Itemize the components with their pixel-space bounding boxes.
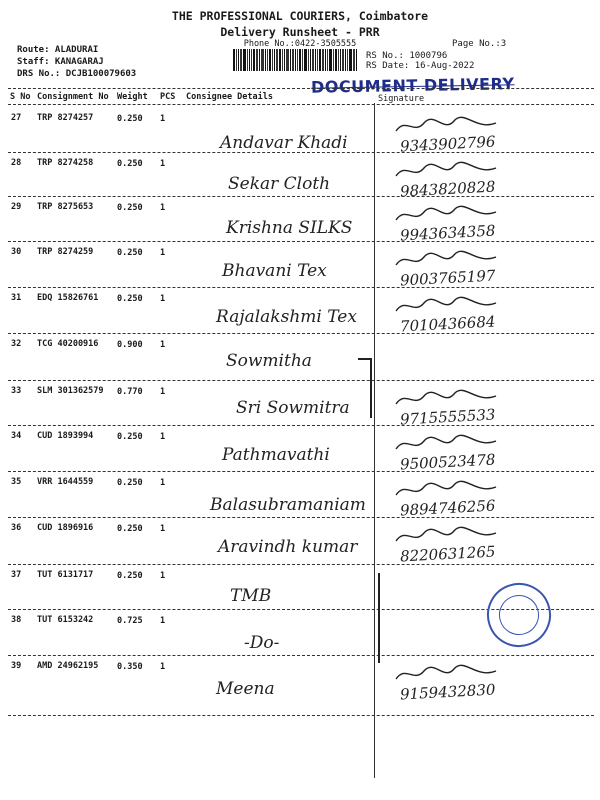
row-pcs: 1 [160,159,166,169]
signature-scribble [392,160,502,186]
row-sno: 38 [11,615,22,625]
row-signature-phone: 9715555533 [399,405,496,429]
row-consignment-no: TRP 8274257 [37,113,94,123]
row-consignee: Balasubramaniam [210,495,366,515]
row-consignee: Meena [216,679,275,699]
signature-scribble [392,204,502,230]
row-consignee: Aravindh kumar [218,537,358,557]
row-sno: 36 [11,523,22,533]
row-consignment-no: CUD 1893994 [37,431,94,441]
row-signature-phone: 8220631265 [399,542,496,566]
row-consignment-no: TRP 8274259 [37,247,94,257]
row-pcs: 1 [160,432,166,442]
signature-scribble [392,663,502,689]
row-signature-phone: 9159432830 [399,680,496,704]
row-sno: 30 [11,247,22,257]
row-consignee: Pathmavathi [222,445,330,465]
row-weight: 0.250 [117,571,143,581]
row-pcs: 1 [160,524,166,534]
row-weight: 0.350 [117,662,143,672]
signature-scribble [392,115,502,141]
row-consignee: Sowmitha [226,351,312,371]
signature-scribble [392,479,502,505]
signature-scribble [392,433,502,459]
row-separator [8,517,594,518]
row-sno: 29 [11,202,22,212]
row-signature-phone: 9843820828 [399,177,496,201]
staff-label: Staff: KANAGARAJ [17,57,104,67]
row-consignment-no: TRP 8274258 [37,158,94,168]
header-bottom-rule [8,104,594,105]
row-signature-phone: 9500523478 [399,450,496,474]
row-sno: 27 [11,113,22,123]
row-weight: 0.250 [117,248,143,258]
row-weight: 0.250 [117,159,143,169]
row-signature-phone: 9003765197 [399,266,496,290]
rs-date: RS Date: 16-Aug-2022 [366,61,475,71]
row-pcs: 1 [160,662,166,672]
signature-scribble [392,388,502,414]
row-weight: 0.250 [117,114,143,124]
row-sno: 37 [11,570,22,580]
row-pcs: 1 [160,203,166,213]
row-separator [8,425,594,426]
row-signature-phone: 9943634358 [399,221,496,245]
row-consignment-no: TUT 6153242 [37,615,94,625]
row-sno: 33 [11,386,22,396]
row-signature-phone: 9894746256 [399,496,496,520]
signature-divider [374,103,375,778]
row-signature-phone: 7010436684 [399,312,496,336]
col-sno: S No [10,92,31,102]
row-separator [8,471,594,472]
row-pcs: 1 [160,114,166,124]
col-pcs: PCS [160,92,176,102]
row-consignee: Bhavani Tex [222,261,327,281]
row-separator [8,333,594,334]
row-weight: 0.250 [117,432,143,442]
route-label: Route: ALADURAI [17,45,99,55]
row-pcs: 1 [160,340,166,350]
rs-number: RS No.: 1000796 [366,51,448,61]
row-consignee: Andavar Khadi [220,133,348,153]
row-sno: 34 [11,431,22,441]
row-consignee: Krishna SILKS [226,218,353,238]
document-title: Delivery Runsheet - PRR [220,25,380,39]
row-separator [8,196,594,197]
row-pcs: 1 [160,616,166,626]
document-delivery-stamp: DOCUMENT DELIVERY [310,74,515,97]
row-consignee: Sekar Cloth [228,174,331,194]
row-consignment-no: SLM 301362579 [37,386,104,396]
row-weight: 0.250 [117,478,143,488]
row-separator [8,152,594,153]
row-consignment-no: VRR 1644559 [37,477,94,487]
row-consignee: -Do- [244,633,280,653]
drs-number: DRS No.: DCJB100079603 [17,69,137,79]
row-pcs: 1 [160,478,166,488]
row-weight: 0.250 [117,203,143,213]
row-weight: 0.770 [117,387,143,397]
row-separator [8,715,594,716]
row-consignment-no: TRP 8275653 [37,202,94,212]
row-consignee: Rajalakshmi Tex [216,307,357,327]
row-weight: 0.900 [117,340,143,350]
row-signature-phone: 9343902796 [399,132,496,156]
row-sno: 28 [11,158,22,168]
row-consignee: Sri Sowmitra [236,398,350,418]
row-sno: 39 [11,661,22,671]
row-weight: 0.250 [117,294,143,304]
col-signature: Signature [378,94,425,104]
phone-number: Phone No.:0422-3505555 [243,39,357,49]
signature-scribble [392,525,502,551]
row-separator [8,564,594,565]
row-separator [8,241,594,242]
row-sno: 31 [11,293,22,303]
row-pcs: 1 [160,294,166,304]
row-consignment-no: TCG 40200916 [37,339,99,349]
row-weight: 0.725 [117,616,143,626]
signature-scribble [392,295,502,321]
col-weight: Weight [117,92,148,102]
row-separator [8,655,594,656]
row-consignment-no: TUT 6131717 [37,570,94,580]
signature-scribble [392,249,502,275]
row-consignment-no: CUD 1896916 [37,523,94,533]
row-consignment-no: AMD 24962195 [37,661,99,671]
row-sno: 32 [11,339,22,349]
row-consignment-no: EDQ 15826761 [37,293,99,303]
row-pcs: 1 [160,387,166,397]
company-name: THE PROFESSIONAL COURIERS, Coimbatore [171,9,429,23]
handwritten-line [378,573,394,663]
handwritten-bracket [358,358,372,418]
page-number: Page No.:3 [452,39,507,49]
col-consignment: Consignment No [37,92,109,102]
row-pcs: 1 [160,571,166,581]
col-consignee: Consignee Details [186,92,273,102]
row-separator [8,287,594,288]
row-weight: 0.250 [117,524,143,534]
barcode [233,49,361,71]
row-consignee: TMB [230,586,272,606]
row-sno: 35 [11,477,22,487]
row-separator [8,380,594,381]
header-top-rule [8,88,594,89]
company-seal-stamp [479,575,560,656]
row-pcs: 1 [160,248,166,258]
